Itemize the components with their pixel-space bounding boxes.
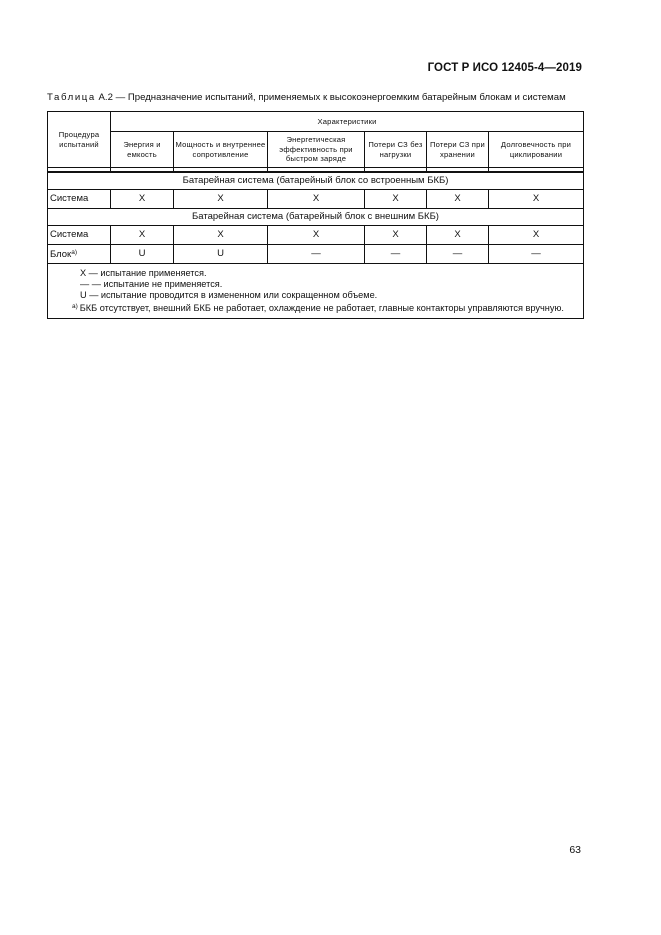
footnote-text: БКБ отсутствует, внешний БКБ не работает, охлаждение не работает, главные контакторы управляются вручную. [79, 302, 564, 313]
table-cell: U [111, 244, 174, 263]
column-header: Потери СЗ без нагрузки [365, 132, 427, 168]
page-number: 63 [569, 844, 581, 856]
section-title: Батарейная система (батарейный блок с внешним БКБ) [48, 208, 584, 225]
table-cell: — [427, 244, 489, 263]
table-cell: X [111, 189, 174, 208]
table-cell: X [174, 225, 268, 244]
footnote-ref: а) [71, 249, 77, 256]
table-cell: X [174, 189, 268, 208]
table-cell: X [268, 189, 365, 208]
table-cell: — [365, 244, 427, 263]
caption-number: А.2 [98, 92, 113, 103]
table-cell: X [489, 189, 584, 208]
column-header: Потери СЗ при хранении [427, 132, 489, 168]
table-cell: X [365, 225, 427, 244]
footnote-mark: а) [72, 302, 78, 310]
table-cell: X [489, 225, 584, 244]
column-header: Энергия и емкость [111, 132, 174, 168]
row-label: Система [48, 189, 111, 208]
header-procedure: Процедура испытаний [48, 112, 111, 168]
column-header: Долговечность при циклировании [489, 132, 584, 168]
legend-line: X — испытание применяется. [80, 267, 207, 278]
legend-line: U — испытание проводится в измененном или сокращенном объеме. [80, 289, 378, 300]
table-row [48, 225, 584, 244]
row-label: Система [48, 225, 111, 244]
caption-prefix: Таблица [47, 92, 96, 103]
table-cell: X [427, 189, 489, 208]
table-cell: X [268, 225, 365, 244]
table-notes [48, 263, 584, 318]
document-code: ГОСТ Р ИСО 12405-4—2019 [427, 62, 582, 74]
test-purpose-table [47, 111, 584, 319]
table-row [48, 244, 584, 263]
table-cell: X [111, 225, 174, 244]
caption-title: — Предназначение испытаний, применяемых к высокоэнергоемким батарейным блокам и системам [115, 92, 566, 103]
section-title: Батарейная система (батарейный блок со встроенным БКБ) [48, 172, 584, 189]
table-cell: — [489, 244, 584, 263]
table-cell: — [268, 244, 365, 263]
table-cell: X [427, 225, 489, 244]
row-label-text: Блок [50, 249, 72, 260]
legend-line: — — испытание не применяется. [80, 278, 223, 289]
row-label [48, 244, 111, 263]
table-cell: X [365, 189, 427, 208]
footnote [50, 301, 581, 314]
table-caption [47, 92, 587, 103]
table-cell: U [174, 244, 268, 263]
column-header: Энергетическая эффективность при быстром заряде [268, 132, 365, 168]
header-characteristics: Характеристики [111, 112, 584, 132]
column-header: Мощность и внутреннее сопротивление [174, 132, 268, 168]
table-row [48, 189, 584, 208]
